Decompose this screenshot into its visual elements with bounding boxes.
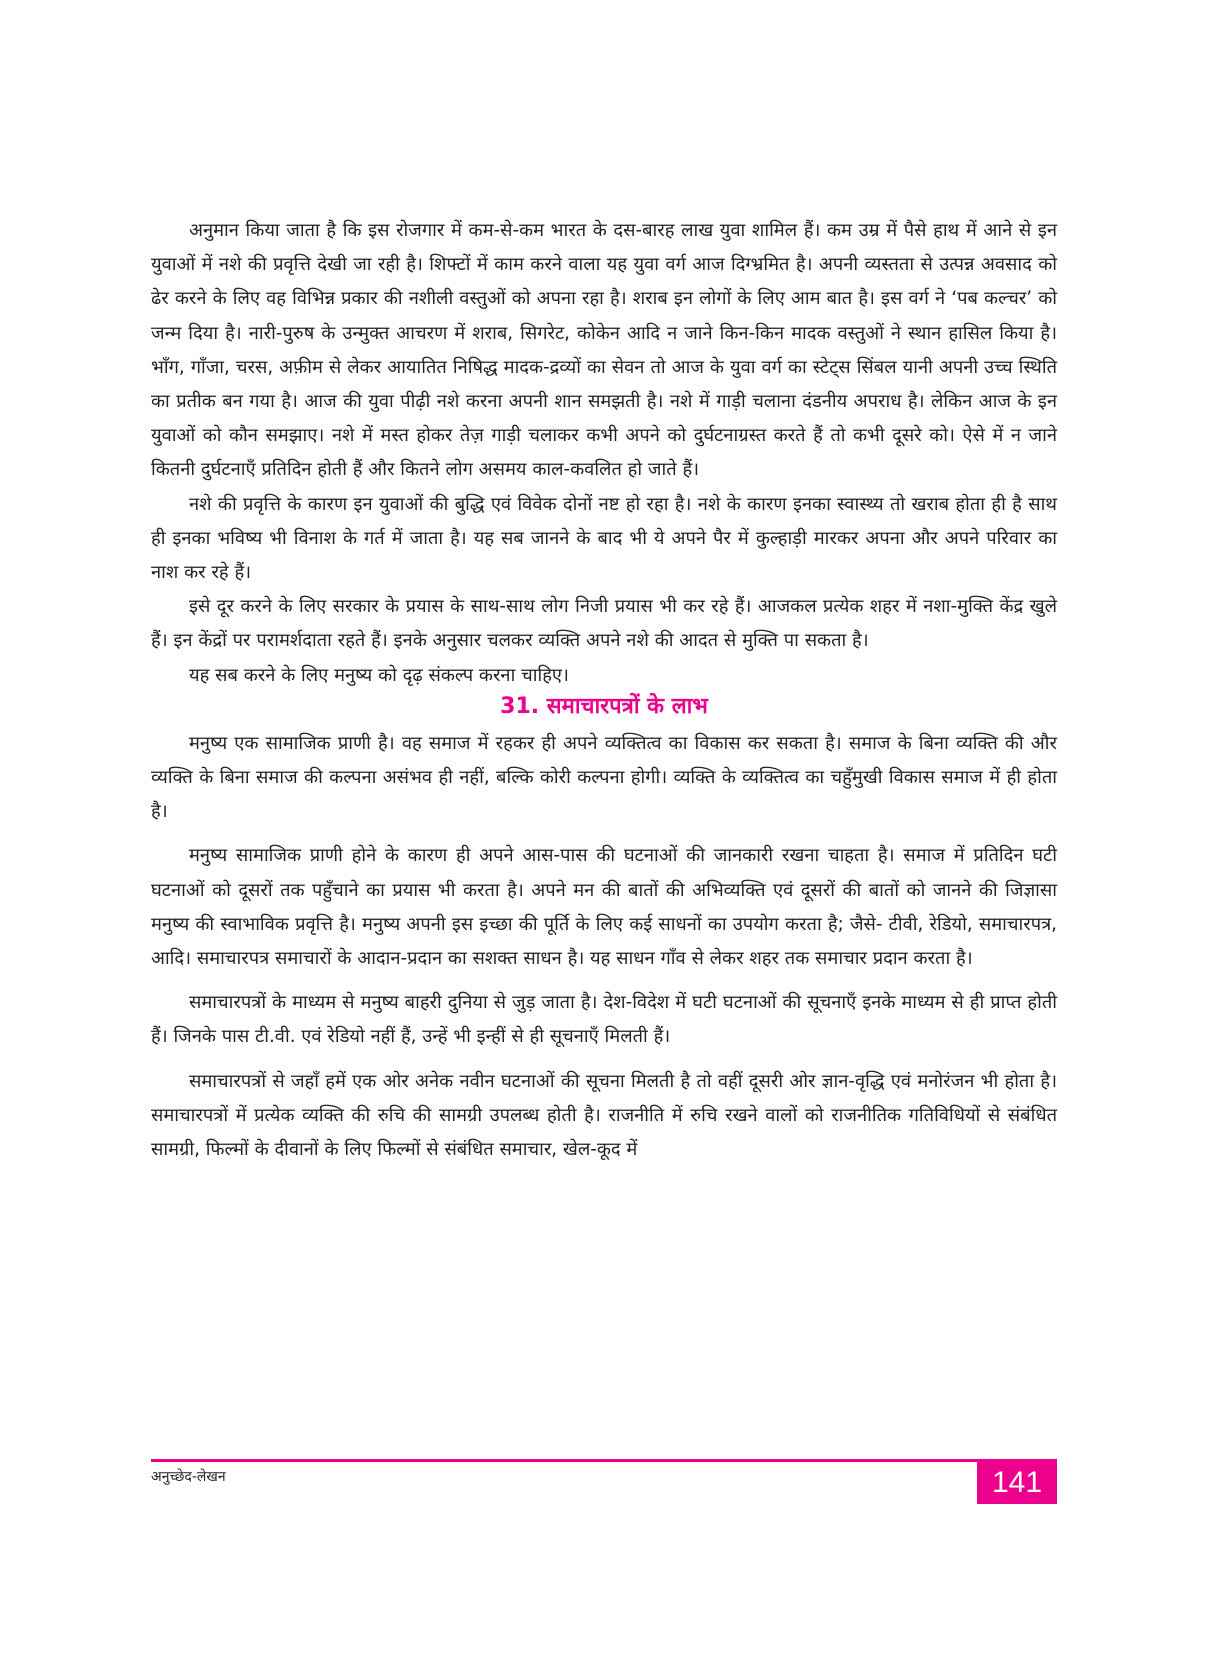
footer-divider [151,1459,1057,1462]
page-number-badge [977,1462,1057,1504]
footer-label: अनुच्छेद-लेखन [151,1469,226,1485]
page-content [151,214,1057,1167]
paragraph-news-benefits: समाचारपत्रों से जहाँ हमें एक ओर अनेक नवीन घटनाओं की सूचना मिलती है तो वहीं दूसरी ओर ज्ञान-वृद्धि एवं मनोरंजन भी होता है। समाचारपत्रों में प्रत्येक व्यक्ति की रुचि की सामग्री उपलब्ध होती है। राजनीति में रुचि रखने वालों को राजनीतिक गतिविधियों से संबंधित सामग्री, फिल्मों के दीवानों के लिए फिल्मों से संबंधित समाचार, खेल-कूद में [151,1070,1057,1161]
paragraph-news-curiosity: मनुष्य सामाजिक प्राणी होने के कारण ही अपने आस-पास की घटनाओं की जानकारी रखना चाहता है। समाज में प्रतिदिन घटी घटनाओं को दूसरों तक पहुँचाने का प्रयास भी करता है। अपने मन की बातों की अभिव्यक्ति एवं दूसरों की बातों को जानने की जिज्ञासा मनुष्य की स्वाभाविक प्रवृत्ति है। मनुष्य अपनी इस इच्छा की पूर्ति के लिए कई साधनों का उपयोग करता है; जैसे- टीवी, रेडियो, समाचारपत्र, आदि। समाचारपत्र समाचारों के आदान-प्रदान का सशक्त साधन है। यह साधन गाँव से लेकर शहर तक समाचार प्रदान करता है। [151,845,1057,970]
paragraph-rehab-centres: इसे दूर करने के लिए सरकार के प्रयास के साथ-साथ लोग निजी प्रयास भी कर रहे हैं। आजकल प्रत्येक शहर में नशा-मुक्ति केंद्र खुले हैं। इन केंद्रों पर परामर्शदाता रहते हैं। इनके अनुसार चलकर व्यक्ति अपने नशे की आदत से मुक्ति पा सकता है। [151,596,1057,652]
paragraph-youth-addiction: अनुमान किया जाता है कि इस रोजगार में कम-से-कम भारत के दस-बारह लाख युवा शामिल हैं। कम उम्र में पैसे हाथ में आने से इन युवाओं में नशे की प्रवृत्ति देखी जा रही है। शिफ्टों में काम करने वाला यह युवा वर्ग आज दिग्भ्रमित है। अपनी व्यस्तता से उत्पन्न अवसाद को ढेर करने के लिए वह विभिन्न प्रकार की नशीली वस्तुओं को अपना रहा है। शराब इन लोगों के लिए आम बात है। इस वर्ग ने ‘पब कल्चर’ को जन्म दिया है। नारी-पुरुष के उन्मुक्त आचरण में शराब, सिगरेट, कोकेन आदि न जाने किन-किन मादक वस्तुओं ने स्थान हासिल किया है। भाँग, गाँजा, चरस, अफ़ीम से लेकर आयातित निषिद्ध मादक-द्रव्यों का सेवन तो आज के युवा वर्ग का स्टेट्स सिंबल यानी अपनी उच्च स्थिति का प्रतीक बन गया है। आज की युवा पीढ़ी नशे करना अपनी शान समझती है। नशे में गाड़ी चलाना दंडनीय अपराध है। लेकिन आज के इन युवाओं को कौन समझाए। नशे में मस्त होकर तेज़ गाड़ी चलाकर कभी अपने को दुर्घटनाग्रस्त करते हैं तो कभी दूसरे को। ऐसे में न जाने कितनी दुर्घटनाएँ प्रतिदिन होती हैं और कितने लोग असमय काल-कवलित हो जाते हैं। [151,220,1057,481]
page-number: 141 [991,1466,1043,1499]
paragraph-news-connection: समाचारपत्रों के माध्यम से मनुष्य बाहरी दुनिया से जुड़ जाता है। देश-विदेश में घटी घटनाओं की सूचनाएँ इनके माध्यम से ही प्राप्त होती हैं। जिनके पास टी.वी. एवं रेडियो नहीं हैं, उन्हें भी इन्हीं से ही सूचनाएँ मिलती हैं। [151,992,1057,1048]
paragraph-social-being: मनुष्य एक सामाजिक प्राणी है। वह समाज में रहकर ही अपने व्यक्तित्व का विकास कर सकता है। समाज के बिना व्यक्ति की और व्यक्ति के बिना समाज की कल्पना असंभव ही नहीं, बल्कि कोरी कल्पना होगी। व्यक्ति के व्यक्तित्व का चहुँमुखी विकास समाज में ही होता है। [151,732,1057,823]
paragraph-addiction-effects: नशे की प्रवृत्ति के कारण इन युवाओं की बुद्धि एवं विवेक दोनों नष्ट हो रहा है। नशे के कारण इनका स्वास्थ्य तो खराब होता ही है साथ ही इनका भविष्य भी विनाश के गर्त में जाता है। यह सब जानने के बाद भी ये अपने पैर में कुल्हाड़ी मारकर अपना और अपने परिवार का नाश कर रहे हैं। [151,493,1057,584]
paragraph-resolve: यह सब करने के लिए मनुष्य को दृढ़ संकल्प करना चाहिए। [189,664,569,686]
section-heading: 31. समाचारपत्रों के लाभ [500,693,708,719]
